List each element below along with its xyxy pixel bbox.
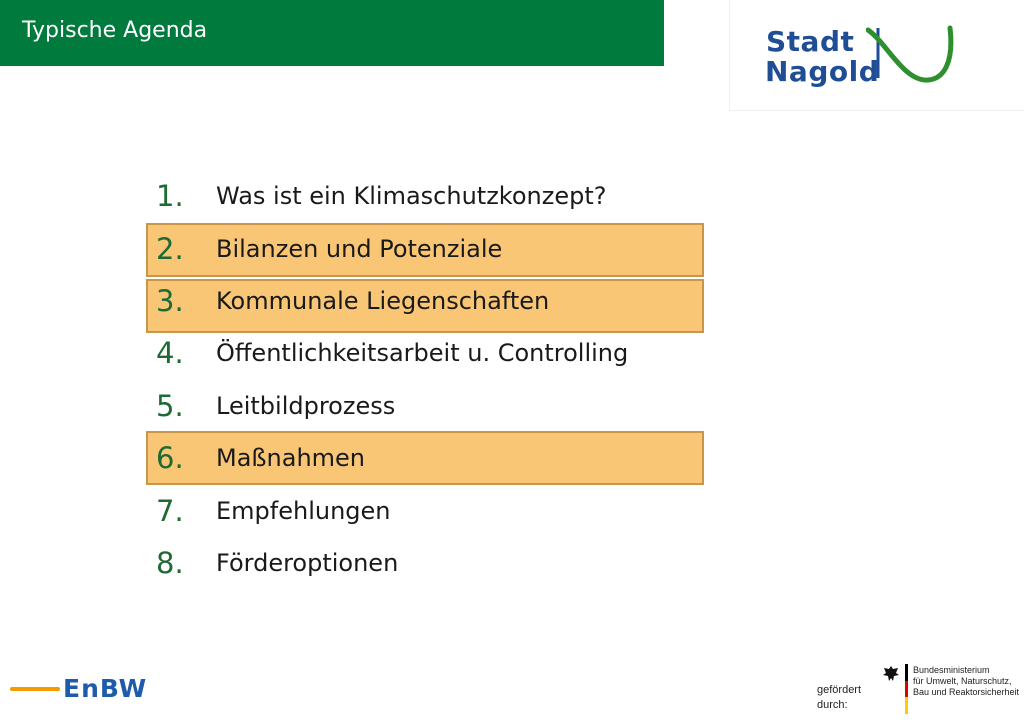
agenda-item-label: Maßnahmen <box>216 444 366 472</box>
agenda-item <box>156 275 696 327</box>
agenda-item-number: 8. <box>156 546 184 580</box>
ministry-line: Bundesministerium <box>913 665 990 675</box>
funded-by-line: durch: <box>817 699 848 711</box>
agenda-item-label: Öffentlichkeitsarbeit u. Controlling <box>216 339 629 367</box>
agenda-item-label: Förderoptionen <box>216 549 399 577</box>
title-bar <box>0 0 664 66</box>
funded-by-line: gefördert <box>817 684 862 696</box>
logo-text-nagold: Nagold <box>765 55 880 88</box>
agenda-item <box>156 223 696 275</box>
ministry-label <box>913 665 1021 698</box>
agenda-item-number: 3. <box>156 284 184 318</box>
german-flag-stripe <box>905 664 908 714</box>
agenda-item-number: 4. <box>156 336 184 370</box>
ministry-line: für Umwelt, Naturschutz, <box>913 676 1012 686</box>
agenda-item <box>156 170 696 222</box>
agenda-item-label: Kommunale Liegenschaften <box>216 287 550 315</box>
agenda-item <box>156 432 696 484</box>
agenda-item-number: 7. <box>156 494 184 528</box>
enbw-logo: EnBW <box>63 674 148 703</box>
agenda-item-number: 6. <box>156 441 184 475</box>
enbw-logo-line <box>10 687 60 691</box>
agenda-item <box>156 537 696 589</box>
agenda-item-label: Was ist ein Klimaschutzkonzept? <box>216 182 607 210</box>
ministry-line: Bau und Reaktorsicherheit <box>913 687 1020 697</box>
page-title: Typische Agenda <box>22 18 208 43</box>
agenda-item-number: 1. <box>156 179 184 213</box>
agenda-item <box>156 485 696 537</box>
agenda-item <box>156 380 696 432</box>
agenda-item-number: 5. <box>156 389 184 423</box>
nagold-swoosh-icon <box>866 22 958 86</box>
funded-by-label <box>817 683 877 713</box>
agenda-item-label: Leitbildprozess <box>216 392 396 420</box>
agenda-item-label: Empfehlungen <box>216 497 391 525</box>
agenda-item-label: Bilanzen und Potenziale <box>216 235 503 263</box>
agenda-item-number: 2. <box>156 232 184 266</box>
logo-text-stadt: Stadt <box>766 25 855 58</box>
agenda-item <box>156 327 696 379</box>
federal-eagle-icon <box>881 664 901 684</box>
